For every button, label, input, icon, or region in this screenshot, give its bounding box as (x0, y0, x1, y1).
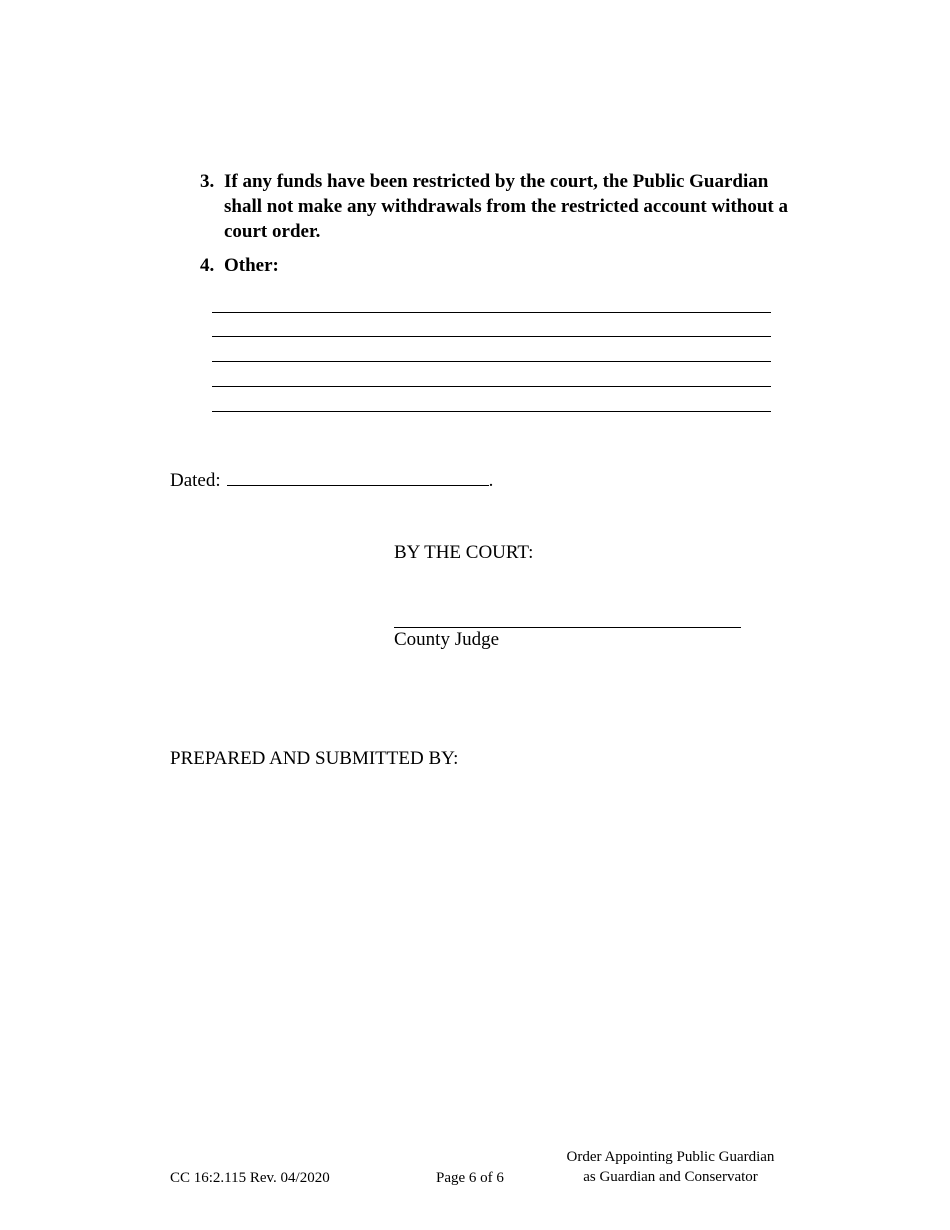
dated-blank-field[interactable] (227, 468, 489, 486)
dated-suffix: . (488, 470, 494, 491)
footer-title-line-2: as Guardian and Conservator (583, 1169, 758, 1185)
other-blank-line-4[interactable] (212, 386, 771, 387)
footer-title-line-1: Order Appointing Public Guardian (566, 1149, 775, 1165)
footer-form-number: CC 16:2.115 Rev. 04/2020 (170, 1170, 330, 1186)
dated-line (170, 468, 493, 492)
item-text-line: Other: (224, 255, 279, 276)
other-blank-line-1[interactable] (212, 312, 771, 313)
other-blank-line-5[interactable] (212, 411, 771, 412)
other-blank-line-2[interactable] (212, 336, 771, 337)
item-text-line: court order. (224, 221, 321, 242)
other-blank-line-3[interactable] (212, 361, 771, 362)
by-the-court-heading: BY THE COURT: (394, 542, 534, 563)
item-text-line: shall not make any withdrawals from the restricted account without a (224, 196, 788, 217)
footer-page-number: Page 6 of 6 (436, 1170, 504, 1186)
footer-document-title (561, 1147, 780, 1187)
judge-title: County Judge (394, 629, 500, 650)
item-text-line: If any funds have been restricted by the court, the Public Guardian (224, 171, 769, 192)
judge-signature-line[interactable] (394, 627, 741, 628)
item-number: 3. (200, 171, 215, 192)
prepared-by-heading: PREPARED AND SUBMITTED BY: (170, 748, 459, 769)
dated-label: Dated: (170, 470, 221, 491)
item-number: 4. (200, 255, 215, 276)
